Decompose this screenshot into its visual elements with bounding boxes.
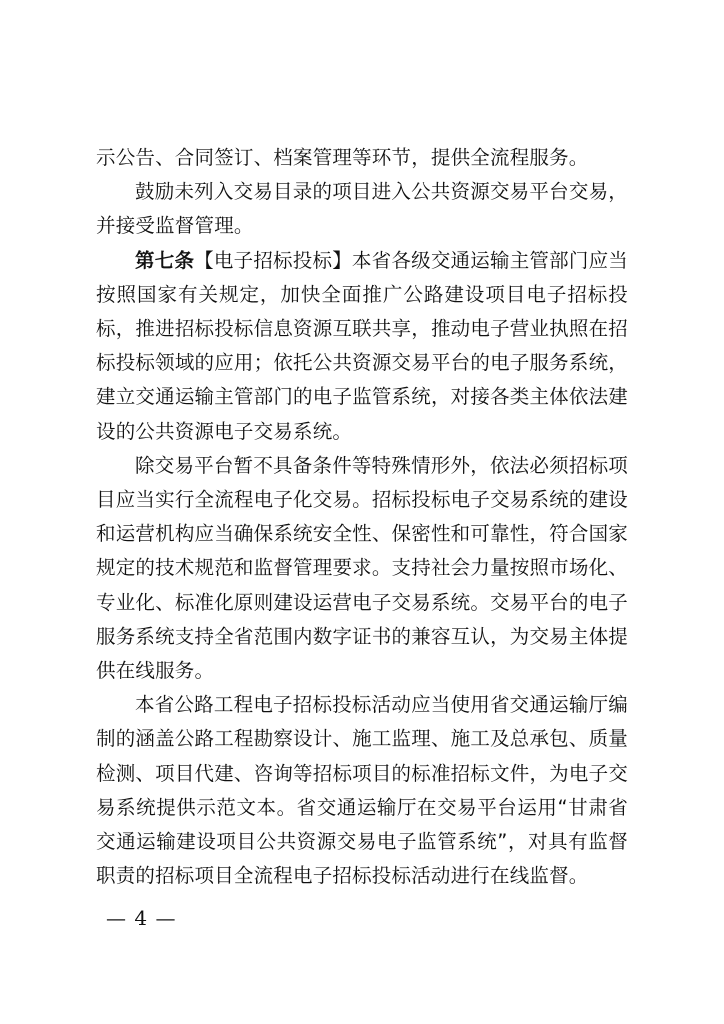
paragraph-standard-bidding-documents: 本省公路工程电子招标投标活动应当使用省交通运输厅编制的涵盖公路工程勘察设计、施工监理、施工及总承包、质量检测、项目代建、咨询等招标项目的标准招标文件，为电子交易系统提供示范文本。省交通运输厅在交易平台运用“甘肃省交通运输建设项目公共资源交易电子监管系统”，对具有监督职责的招标项目全流程电子招标投标活动进行在线监督。: [96, 693, 628, 888]
paragraph-article-seven: [96, 244, 628, 449]
paragraph-continuation: 示公告、合同签订、档案管理等环节，提供全流程服务。: [96, 146, 589, 169]
paragraph-full-process-electronic: 除交易平台暂不具备条件等特殊情形外，依法必须招标项目应当实行全流程电子化交易。招标投标电子交易系统的建设和运营机构应当确保系统安全性、保密性和可靠性，符合国家规定的技术规范和监督管理要求。支持社会力量按照市场化、专业化、标准化原则建设运营电子交易系统。交易平台的电子服务系统支持全省范围内数字证书的兼容互认，为交易主体提供在线服务。: [96, 453, 628, 683]
document-body: [96, 141, 628, 893]
article-seven-text: 【电子招标投标】本省各级交通运输主管部门应当按照国家有关规定，加快全面推广公路建设项目电子招标投标，推进招标投标信息资源互联共享，推动电子营业执照在招标投标领域的应用；依托公共资源交易平台的电子服务系统，建立交通运输主管部门的电子监管系统，对接各类主体依法建设的公共资源电子交易系统。: [96, 248, 628, 443]
article-number-label: 第七条: [135, 248, 195, 272]
paragraph-encourage-public-trading: 鼓励未列入交易目录的项目进入公共资源交易平台交易，并接受监督管理。: [96, 180, 628, 238]
page-number: — 4 —: [106, 906, 177, 930]
